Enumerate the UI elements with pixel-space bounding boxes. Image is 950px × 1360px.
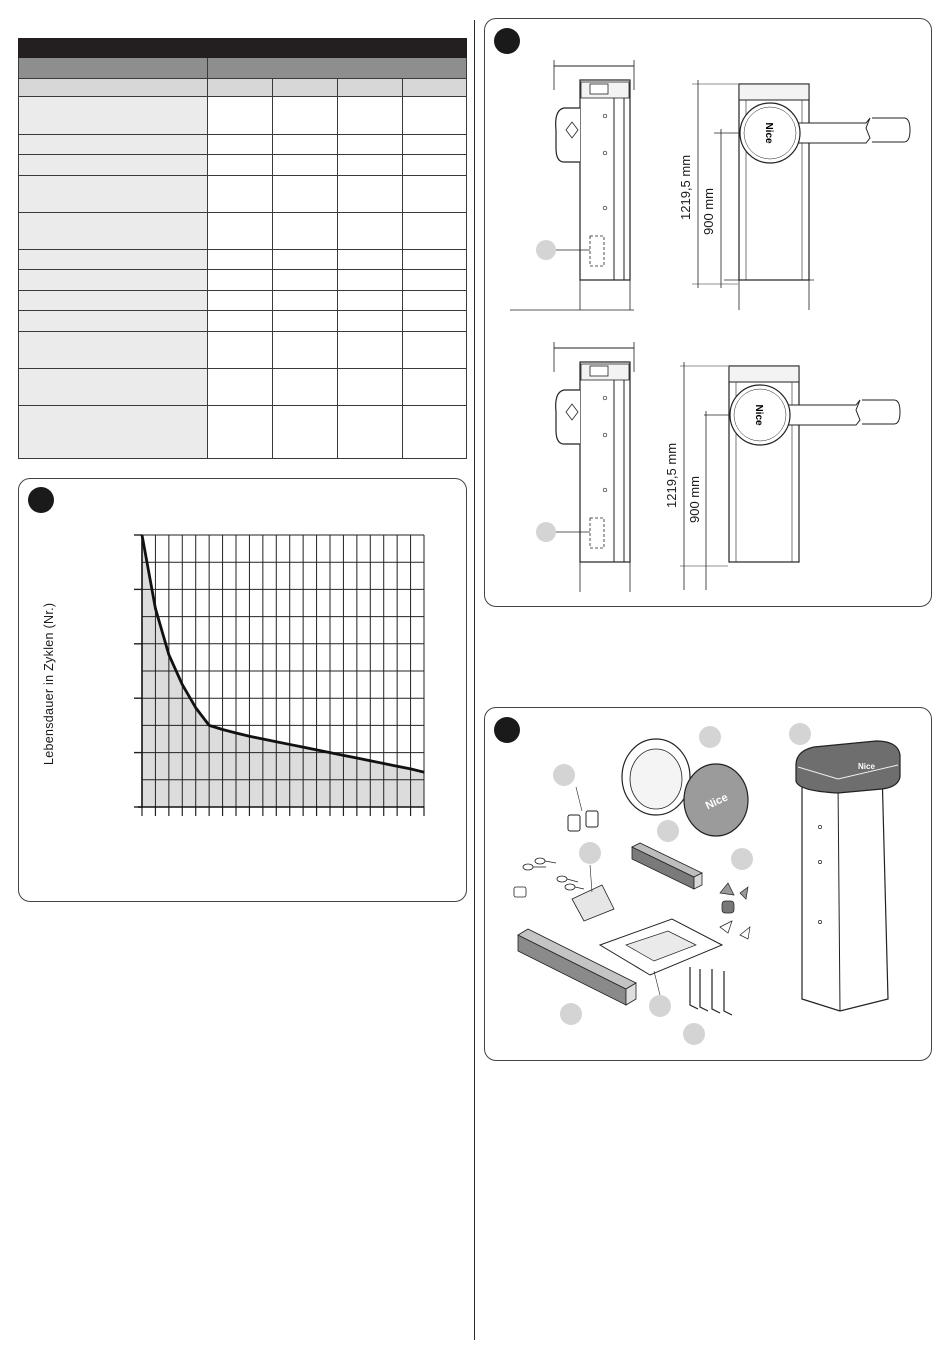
table-row [19,155,467,176]
callout-marker [657,820,679,842]
label-cell [19,369,208,406]
chart-data-point [289,744,290,745]
table-title-cell [19,39,467,58]
chart-data-point [168,654,169,655]
callout-marker [649,995,671,1017]
label-cell [19,291,208,311]
dimension-label-total: 1219,5 mm [664,442,679,508]
chart-data-point [423,772,424,773]
label-cell [19,79,208,97]
chart-data-point [356,757,357,758]
chart-data-point [370,760,371,761]
package-contents-drawing [484,707,930,1059]
durability-chart [100,520,450,830]
header-cell [208,58,467,79]
callout-marker [789,723,811,745]
table-header-row [19,58,467,79]
label-cell [19,332,208,369]
dimension-drawings [484,18,930,605]
nice-logo: Nice [858,762,875,771]
table-row [19,250,467,270]
table-subheader-row [19,79,467,97]
callout-marker [683,1023,705,1045]
dimension-label-axis: 900 mm [687,476,702,523]
dimension-label-axis: 900 mm [701,188,716,235]
label-cell [19,406,208,459]
chart-data-point [383,763,384,764]
label-cell [19,250,208,270]
chart-data-point [141,534,142,535]
table-row [19,291,467,311]
label-cell [19,97,208,135]
table-row [19,406,467,459]
figure-number-badge [28,487,54,513]
chart-data-point [316,749,317,750]
callout-marker [553,764,575,786]
chart-data-point [249,736,250,737]
callout-marker [699,726,721,748]
chart-data-point [195,707,196,708]
nice-logo: Nice [763,122,774,144]
nice-logo: Nice [753,404,764,426]
table-row [19,311,467,332]
label-cell [19,176,208,213]
chart-data-point [262,738,263,739]
callout-marker [560,1003,582,1025]
label-cell [19,135,208,155]
table-row [19,213,467,250]
chart-data-point [276,741,277,742]
chart-data-point [329,752,330,753]
table-row [19,97,467,135]
dimension-label-total: 1219,5 mm [678,154,693,220]
nice-logo: Nice [703,791,730,813]
label-cell [19,155,208,176]
callout-marker [579,842,601,864]
chart-data-point [397,766,398,767]
callout-marker [731,848,753,870]
chart-data-point [410,768,411,769]
label-cell [19,311,208,332]
table-row [19,135,467,155]
chart-y-axis-label: Lebensdauer in Zyklen (Nr.) [42,602,56,765]
column-divider [474,20,475,1340]
table-row [19,332,467,369]
chart-data-point [209,725,210,726]
table-row [19,369,467,406]
chart-data-point [155,608,156,609]
chart-data-point [303,747,304,748]
chart-data-point [182,684,183,685]
specifications-table [18,38,467,459]
table-title-row [19,39,467,58]
label-cell [19,213,208,250]
label-cell [19,270,208,291]
chart-data-point [343,755,344,756]
header-cell [19,58,208,79]
table-row [19,176,467,213]
chart-data-point [235,732,236,733]
table-row [19,270,467,291]
chart-data-point [222,729,223,730]
